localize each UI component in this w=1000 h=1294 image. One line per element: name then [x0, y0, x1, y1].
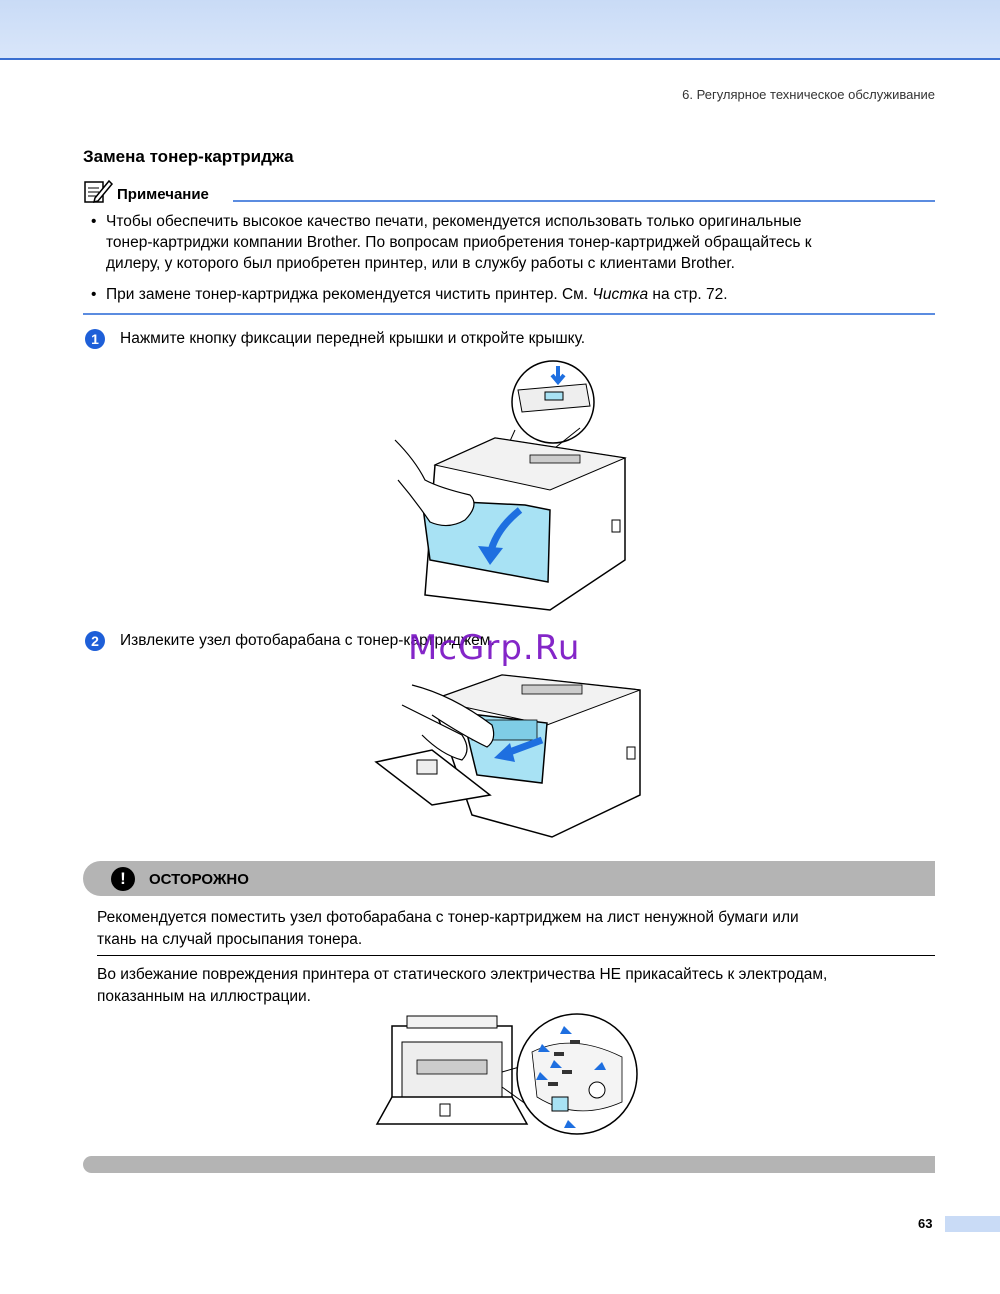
caution-bar: [83, 861, 935, 896]
note-bottom-rule: [83, 313, 935, 315]
section-title: Замена тонер-картриджа: [83, 147, 294, 166]
step-number-2: 2: [85, 631, 105, 651]
caution-separator: [97, 955, 935, 956]
caution-bottom-bar: [83, 1156, 935, 1173]
open-front-door: [377, 1097, 527, 1124]
note-line-2: тонер-картриджи компании Brother. По вопросам приобретения тонер-картриджей обращайтесь к: [106, 234, 812, 251]
page-number: 63: [918, 1216, 933, 1231]
note-text-end: на стр. 72.: [648, 286, 728, 303]
step-text-1: Нажмите кнопку фиксации передней крышки и откройте крышку.: [120, 330, 586, 347]
caution-paragraph-1: [97, 907, 937, 951]
note-header: [83, 178, 935, 204]
note-bullet-1: [91, 211, 921, 274]
step-text-2: Извлеките узел фотобарабана с тонер-картриджем.: [120, 632, 495, 649]
note-line-1: Чтобы обеспечить высокое качество печати, рекомендуется использовать только оригинальные: [106, 213, 802, 230]
note-pencil-icon: [83, 178, 113, 204]
caution-p1-line-1: Рекомендуется поместить узел фотобарабана с тонер-картриджем на лист ненужной бумаги или: [97, 909, 799, 926]
caution-p2-line-1: Во избежание повреждения принтера от статического электричества НЕ прикасайтесь к электродам,: [97, 966, 828, 983]
note-bullet-2: [91, 284, 921, 305]
caution-p1-line-2: ткань на случай просыпания тонера.: [97, 931, 363, 948]
remove-drum-unit-illustration: [372, 665, 647, 845]
watermark: McGrp.Ru: [408, 628, 581, 668]
note-line-3: дилеру, у которого был приобретен принтер, или в службу работы с клиентами Brother.: [106, 255, 735, 272]
note-rule: [233, 200, 935, 202]
top-band: [0, 0, 1000, 60]
electrode-contact: [552, 1097, 568, 1111]
caution-label: ОСТОРОЖНО: [149, 871, 249, 888]
printer-open-cover-illustration: [390, 360, 640, 615]
note-label: Примечание: [117, 186, 209, 203]
electrodes-illustration: [372, 1012, 644, 1142]
running-head: 6. Регулярное техническое обслуживание: [682, 87, 935, 102]
note-text: При замене тонер-картриджа рекомендуется чистить принтер. См.: [106, 286, 593, 303]
cleaning-link[interactable]: Чистка: [592, 286, 649, 303]
bullet-dot: •: [91, 213, 97, 230]
caution-paragraph-2: [97, 964, 937, 1008]
caution-p2-line-2: показанным на иллюстрации.: [97, 988, 311, 1005]
caution-icon: !: [111, 867, 135, 891]
release-button: [545, 392, 563, 400]
page-tab: [945, 1216, 1000, 1232]
bullet-dot: •: [91, 286, 97, 303]
step-number-1: 1: [85, 329, 105, 349]
